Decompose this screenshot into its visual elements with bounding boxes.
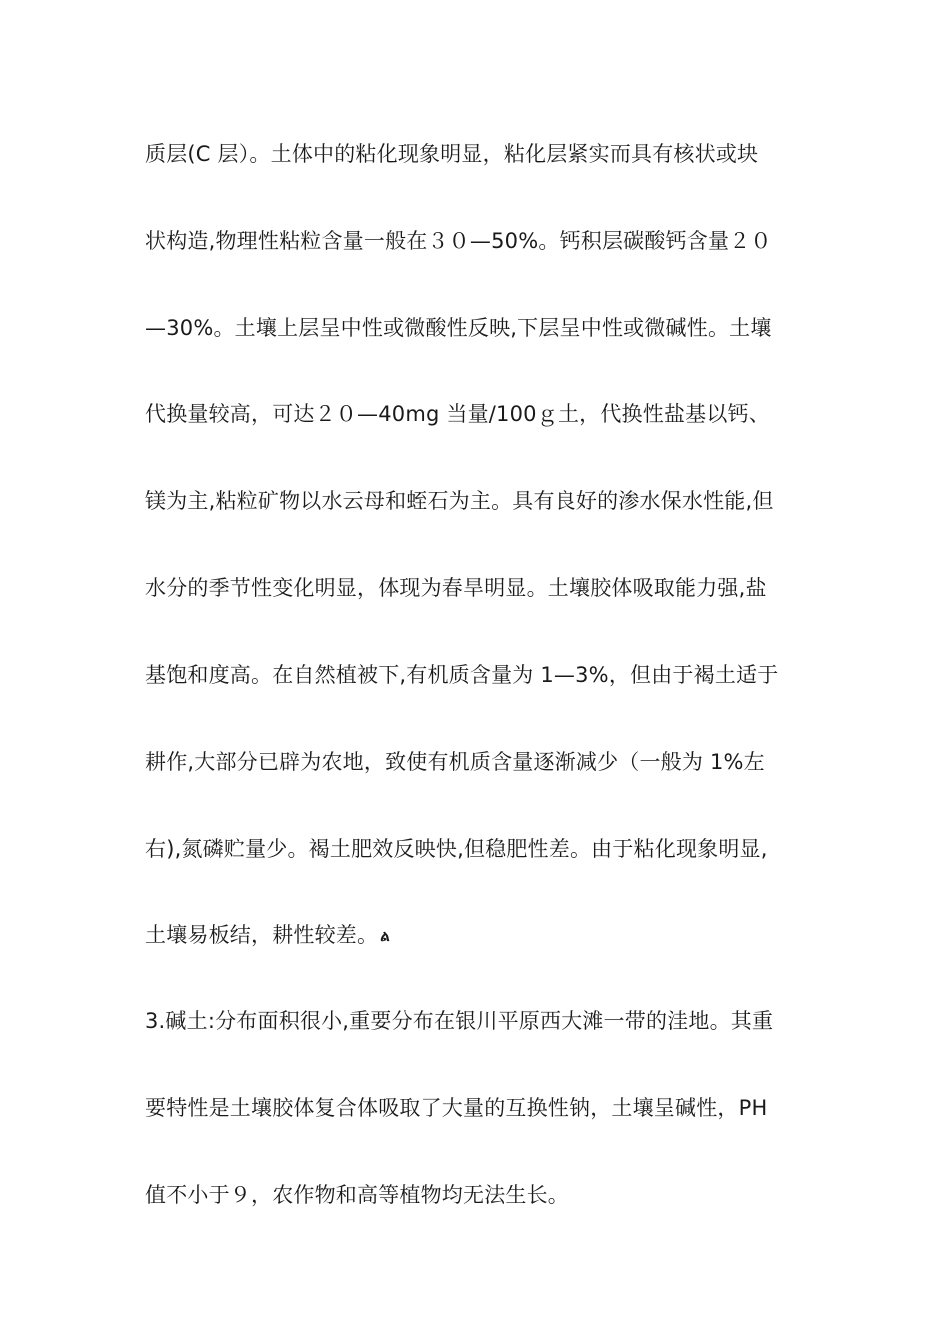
text-line-10: [145, 920, 810, 951]
text-line-10-content: 土壤易板结，耕性较差。: [145, 923, 379, 947]
text-line-8: 耕作,大部分已辟为农地，致使有机质含量逐渐减少（一般为 1%左: [145, 750, 765, 774]
text-line-2: 状构造,物理性粘粒含量一般在３０—50%。钙积层碳酸钙含量２０: [145, 229, 772, 253]
text-line-9: 右),氮磷贮量少。褐土肥效反映快,但稳肥性差。由于粘化现象明显,: [145, 837, 768, 861]
text-line-12: 要特性是土壤胶体复合体吸取了大量的互换性钠，土壤呈碱性，PH: [145, 1096, 768, 1120]
text-line-7: 基饱和度高。在自然植被下,有机质含量为 1—3%，但由于褐土适于: [145, 663, 779, 687]
text-line-5: 镁为主,粘粒矿物以水云母和蛭石为主。具有良好的渗水保水性能,但: [145, 489, 774, 513]
text-line-3: —30%。土壤上层呈中性或微酸性反映,下层呈中性或微碱性。土壤: [145, 316, 772, 340]
text-line-6: 水分的季节性变化明显，体现为春旱明显。土壤胶体吸取能力强,盐: [145, 576, 767, 600]
text-line-4: 代换量较高，可达２０—40mg 当量/100ｇ土，代换性盐基以钙、: [145, 402, 770, 426]
text-line-13: 值不小于９，农作物和高等植物均无法生长。: [145, 1183, 569, 1207]
text-line-1: 质层(C 层）。土体中的粘化现象明显，粘化层紧实而具有核状或块: [145, 142, 759, 166]
text-line-11: 3.碱土:分布面积很小,重要分布在银川平原西大滩一带的洼地。其重: [145, 1009, 774, 1033]
paragraph-mark: ል: [380, 927, 390, 945]
